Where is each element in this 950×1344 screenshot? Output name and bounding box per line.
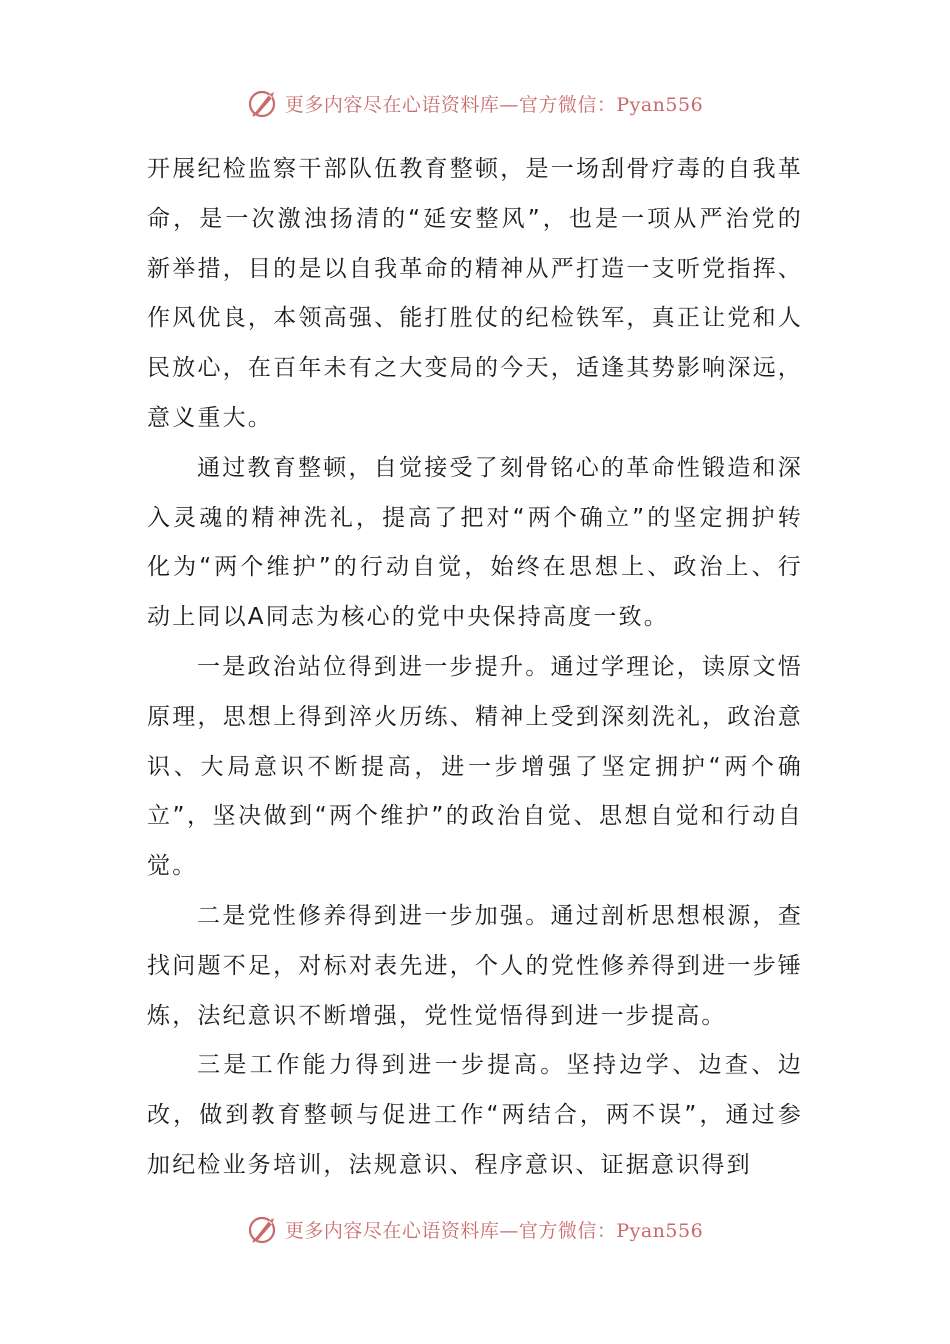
header-watermark-text: 更多内容尽在心语资料库—官方微信：Pyan556 <box>284 93 704 116</box>
footer-watermark-text: 更多内容尽在心语资料库—官方微信：Pyan556 <box>284 1219 704 1242</box>
paragraph-2: 通过教育整顿，自觉接受了刻骨铭心的革命性锻造和深入灵魂的精神洗礼，提高了把对“两个确立”的坚定拥护转化为“两个维护”的行动自觉，始终在思想上、政治上、行动上同以A同志为核心的党中央保持高度一致。 <box>147 454 803 631</box>
paragraph-4: 二是党性修养得到进一步加强。通过剖析思想根源，查找问题不足，对标对表先进，个人的党性修养得到进一步锤炼，法纪意识不断增强，党性觉悟得到进一步提高。 <box>147 902 803 1029</box>
paragraph-3: 一是政治站位得到进一步提升。通过学理论，读原文悟原理，思想上得到淬火历练、精神上受到深刻洗礼，政治意识、大局意识不断提高，进一步增强了坚定拥护“两个确立”，坚决做到“两个维护”的政治自觉、思想自觉和行动自觉。 <box>147 653 803 880</box>
paragraph-1: 开展纪检监察干部队伍教育整顿，是一场刮骨疗毒的自我革命，是一次激浊扬清的“延安整风”，也是一项从严治党的新举措，目的是以自我革命的精神从严打造一支听党指挥、作风优良，本领高强、能打胜仗的纪检铁军，真正让党和人民放心，在百年未有之大变局的今天，适逢其势影响深远，意义重大。 <box>147 156 803 431</box>
pen-feather-icon <box>247 1212 281 1246</box>
document-body <box>147 145 803 1191</box>
pen-feather-icon <box>247 86 281 120</box>
footer-watermark <box>0 1209 950 1249</box>
header-watermark <box>0 83 950 123</box>
paragraph-5: 三是工作能力得到进一步提高。坚持边学、边查、边改，做到教育整顿与促进工作“两结合，两不误”，通过参加纪检业务培训，法规意识、程序意识、证据意识得到 <box>147 1052 803 1178</box>
